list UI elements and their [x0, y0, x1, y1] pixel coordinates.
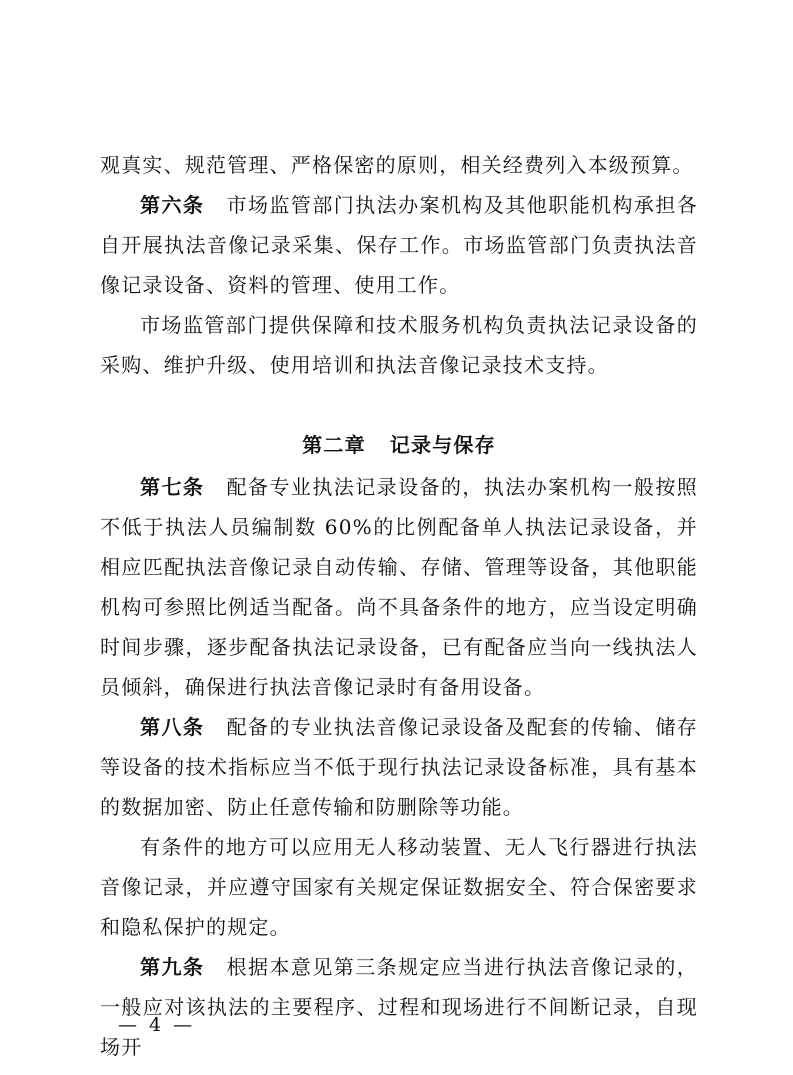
article-8 [100, 707, 698, 827]
article-6-paragraph-2 [100, 305, 698, 385]
chapter-title: 记录与保存 [389, 433, 496, 457]
article-6 [100, 185, 698, 305]
paragraph-text: 观真实、规范管理、严格保密的原则，相关经费列入本级预算。 [100, 153, 694, 177]
page-number: — 4 — [118, 1014, 196, 1036]
paragraph-text: 配备的专业执法音像记录设备及配套的传输、储存等设备的技术指标应当不低于现行执法记录设备标准，具有基本的数据加密、防止任意传输和防删除等功能。 [100, 715, 698, 819]
paragraph-text: 市场监管部门提供保障和技术服务机构负责执法记录设备的采购、维护升级、使用培训和执法音像记录技术支持。 [100, 313, 698, 377]
chapter-number: 第二章 [302, 433, 366, 457]
section-intro [100, 145, 698, 385]
paragraph-text: 配备专业执法记录设备的，执法办案机构一般按照不低于执法人员编制数 60%的比例配备单人执法记录设备，并相应匹配执法音像记录自动传输、存储、管理等设备，其他职能机构可参照比例适当配备。尚不具备条件的地方，应当设定明确时间步骤，逐步配备执法记录设备，已有配备应当向一线执法人员倾斜，确保进行执法音像记录时有备用设备。 [100, 475, 698, 699]
article-9 [100, 947, 698, 1067]
article-label: 第七条 [140, 475, 205, 499]
article-7 [100, 467, 698, 707]
paragraph-continuation [100, 145, 698, 185]
paragraph-text: 市场监管部门执法办案机构及其他职能机构承担各自开展执法音像记录采集、保存工作。市场监管部门负责执法音像记录设备、资料的管理、使用工作。 [100, 193, 698, 297]
paragraph-text: 根据本意见第三条规定应当进行执法音像记录的，一般应对该执法的主要程序、过程和现场进行不间断记录，自现场开 [100, 955, 698, 1059]
chapter-heading [100, 425, 698, 465]
article-label: 第六条 [140, 193, 205, 217]
article-label: 第八条 [140, 715, 205, 739]
section-chapter-2 [100, 467, 698, 1067]
article-8-paragraph-2 [100, 827, 698, 947]
paragraph-text: 有条件的地方可以应用无人移动装置、无人飞行器进行执法音像记录，并应遵守国家有关规定保证数据安全、符合保密要求和隐私保护的规定。 [100, 835, 698, 939]
article-label: 第九条 [140, 955, 205, 979]
